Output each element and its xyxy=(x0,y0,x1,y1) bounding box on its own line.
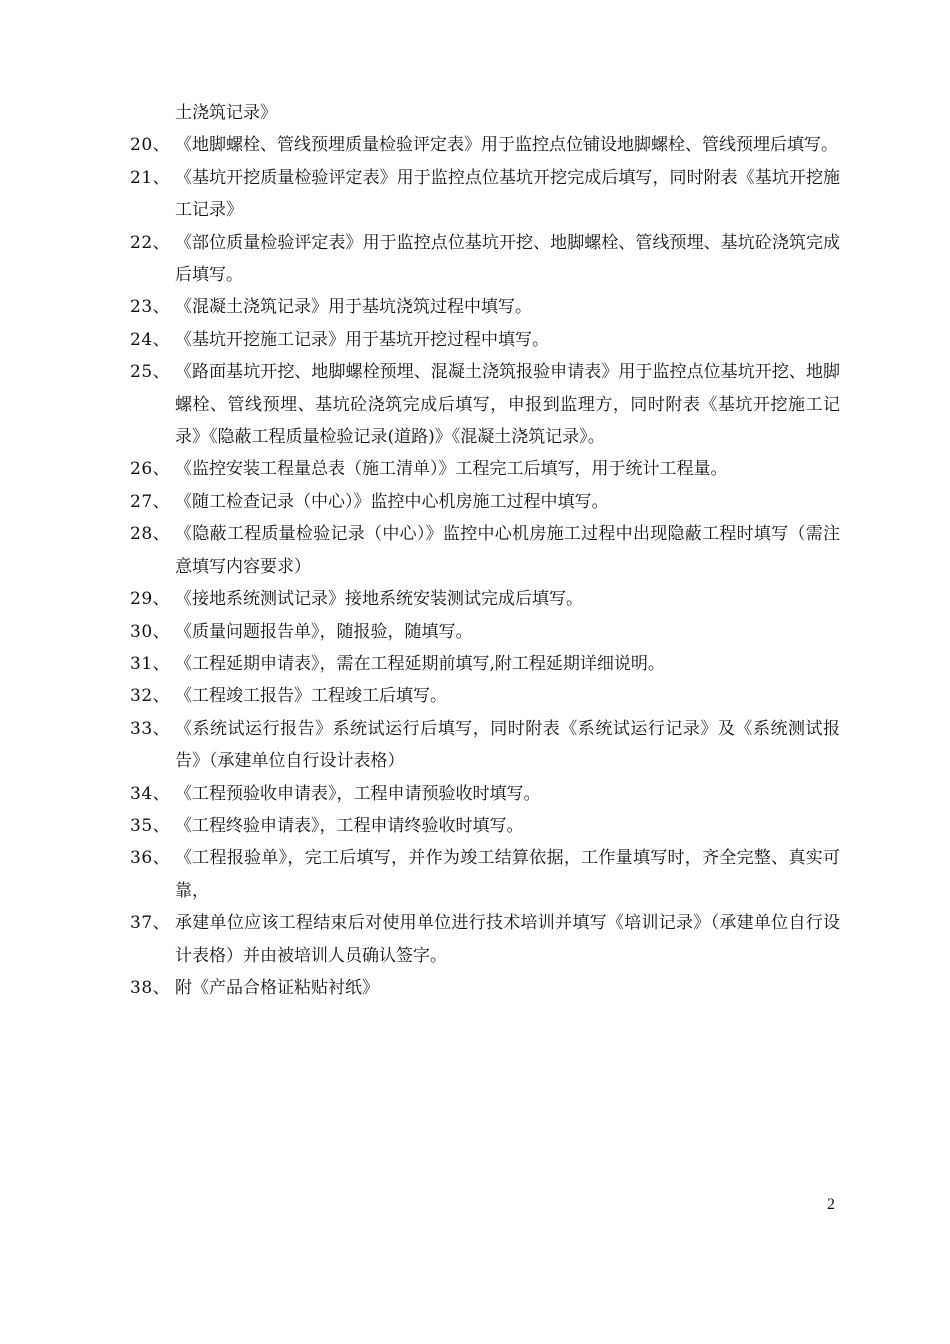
item-number: 38、 xyxy=(130,977,171,998)
continuation-text: 土浇筑记录》 xyxy=(175,103,277,123)
item-text: 《系统试运行报告》系统试运行后填写，同时附表《系统试运行记录》及《系统测试报告》（承建单位自行设计表格） xyxy=(175,718,840,772)
list-item xyxy=(130,810,840,842)
item-number: 20、 xyxy=(130,135,171,156)
item-text: 《工程报验单》，完工后填写，并作为竣工结算依据，工作量填写时，齐全完整、真实可靠， xyxy=(175,848,840,901)
item-number: 22、 xyxy=(130,232,171,253)
list-item xyxy=(130,680,840,712)
list-item xyxy=(130,842,840,907)
list-item xyxy=(130,227,840,292)
item-number: 24、 xyxy=(130,329,171,350)
item-number: 31、 xyxy=(130,653,171,674)
page-number: 2 xyxy=(827,1196,835,1213)
instruction-list xyxy=(130,97,840,1004)
item-text: 《工程终验申请表》，工程申请终验收时填写。 xyxy=(175,815,524,836)
item-text: 《质量问题报告单》，随报验，随填写。 xyxy=(175,621,473,642)
list-item xyxy=(130,648,840,680)
list-item xyxy=(130,453,840,485)
item-text: 《接地系统测试记录》接地系统安装测试完成后填写。 xyxy=(175,589,583,610)
list-item xyxy=(130,713,840,778)
list-item xyxy=(130,616,840,648)
item-number: 25、 xyxy=(130,362,171,383)
item-text: 《基坑开挖施工记录》用于基坑开挖过程中填写。 xyxy=(175,329,549,350)
item-text: 《工程预验收申请表》，工程申请预验收时填写。 xyxy=(175,783,541,804)
item-text: 承建单位应该工程结束后对使用单位进行技术培训并填写《培训记录》（承建单位自行设计表格）并由被培训人员确认签字。 xyxy=(175,913,840,966)
item-text: 《工程竣工报告》工程竣工后填写。 xyxy=(175,686,447,707)
list-item xyxy=(130,324,840,356)
item-text: 《监控安装工程量总表（施工清单）》工程完工后填写，用于统计工程量。 xyxy=(175,459,728,480)
list-item xyxy=(130,518,840,583)
item-number: 35、 xyxy=(130,815,171,836)
item-number: 36、 xyxy=(130,848,171,869)
item-number: 29、 xyxy=(130,589,171,610)
item-text: 《工程延期申请表》，需在工程延期前填写,附工程延期详细说明。 xyxy=(175,653,665,674)
item-number: 26、 xyxy=(130,459,171,480)
list-item xyxy=(130,972,840,1004)
list-item xyxy=(130,291,840,323)
item-number: 28、 xyxy=(130,524,171,545)
list-item xyxy=(130,356,840,453)
continuation-line xyxy=(130,97,840,129)
item-number: 33、 xyxy=(130,718,171,739)
item-text: 《混凝土浇筑记录》用于基坑浇筑过程中填写。 xyxy=(175,297,532,318)
item-number: 27、 xyxy=(130,491,171,512)
item-text: 《路面基坑开挖、地脚螺栓预埋、混凝土浇筑报验申请表》用于监控点位基坑开挖、地脚螺栓、管线预埋、基坑砼浇筑完成后填写，申报到监理方，同时附表《基坑开挖施工记录》《隐蔽工程质量检验记录(道路)》《混凝土浇筑记录》。 xyxy=(175,362,840,448)
item-number: 23、 xyxy=(130,297,171,318)
item-number: 37、 xyxy=(130,913,171,934)
item-text: 《隐蔽工程质量检验记录（中心）》监控中心机房施工过程中出现隐蔽工程时填写（需注意填写内容要求） xyxy=(175,524,840,577)
list-item xyxy=(130,583,840,615)
list-item xyxy=(130,778,840,810)
list-item xyxy=(130,486,840,518)
item-text: 《地脚螺栓、管线预埋质量检验评定表》用于监控点位铺设地脚螺栓、管线预埋后填写。 xyxy=(175,135,838,156)
list-item xyxy=(130,162,840,227)
item-number: 30、 xyxy=(130,621,171,642)
list-item xyxy=(130,129,840,161)
list-item xyxy=(130,907,840,972)
item-text: 附《产品合格证粘贴衬纸》 xyxy=(175,977,379,998)
item-number: 34、 xyxy=(130,783,171,804)
item-number: 32、 xyxy=(130,686,171,707)
item-text: 《基坑开挖质量检验评定表》用于监控点位基坑开挖完成后填写，同时附表《基坑开挖施工记录》 xyxy=(175,167,840,221)
item-number: 21、 xyxy=(130,167,171,188)
item-text: 《部位质量检验评定表》用于监控点位基坑开挖、地脚螺栓、管线预埋、基坑砼浇筑完成后填写。 xyxy=(175,232,840,286)
item-text: 《随工检查记录（中心）》监控中心机房施工过程中填写。 xyxy=(175,491,609,512)
